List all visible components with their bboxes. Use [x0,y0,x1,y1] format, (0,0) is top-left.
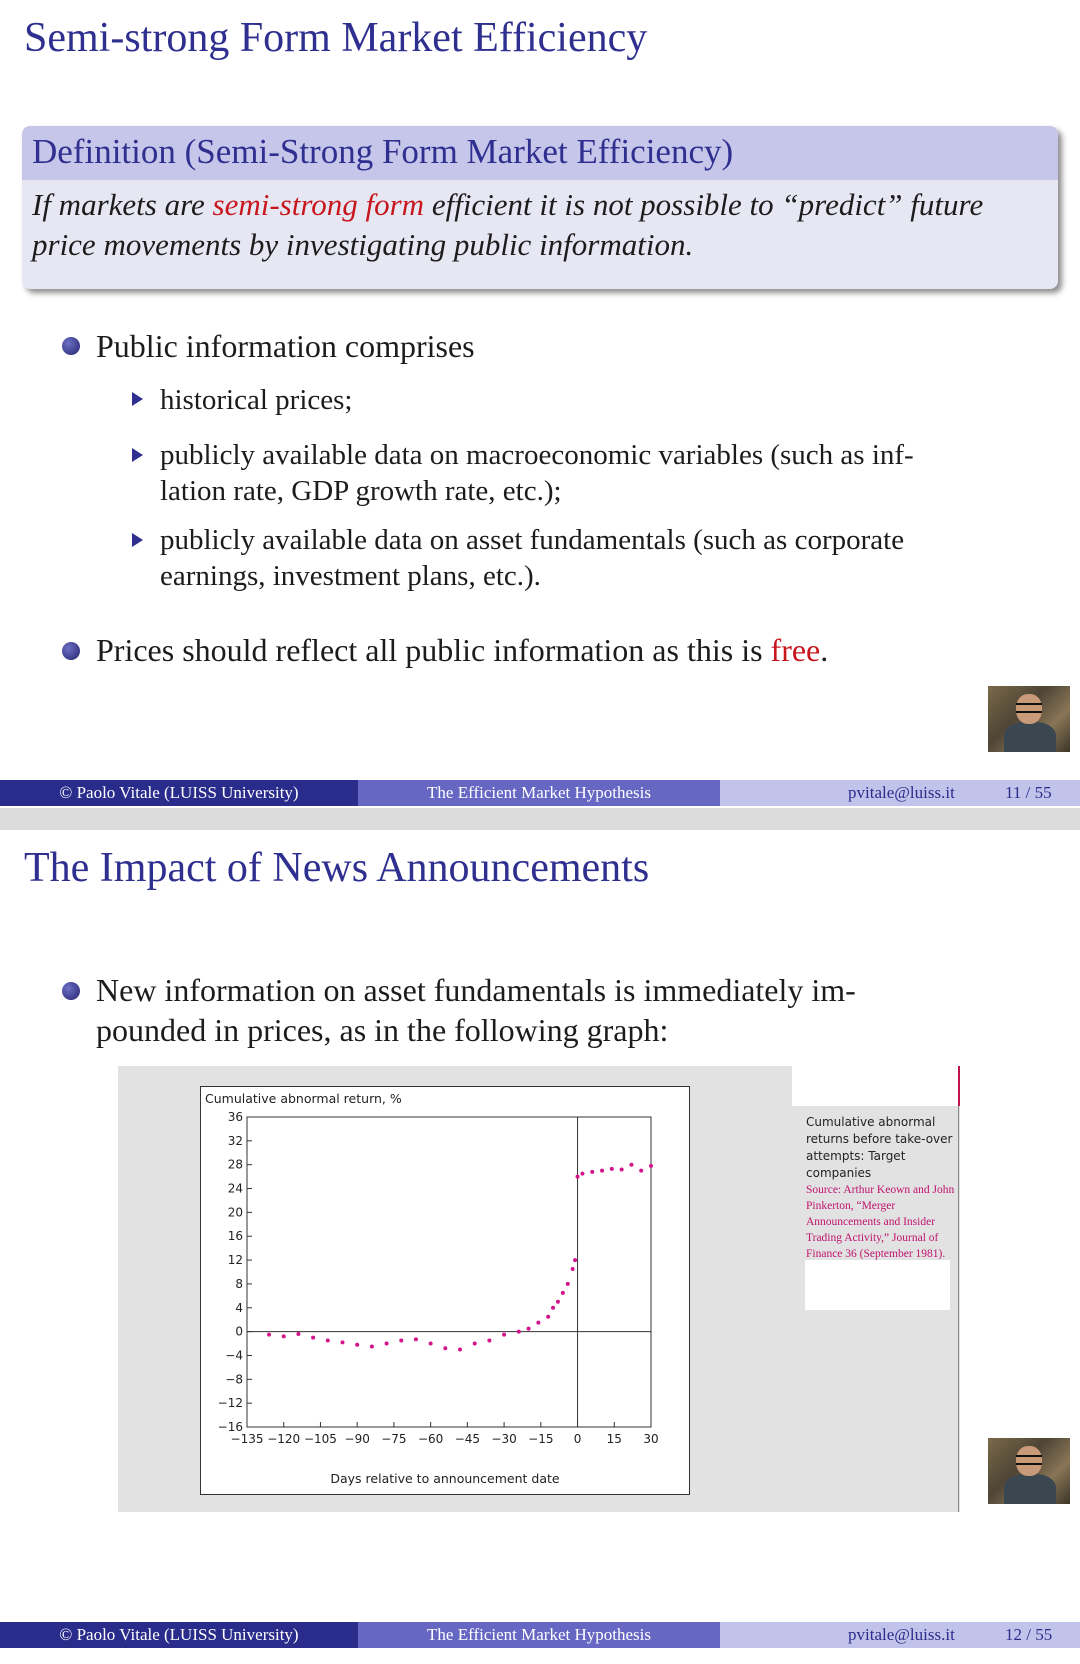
bullet-public-information: Public information comprises [96,328,475,364]
footer-page-number: 12 / 55 [1005,1625,1053,1644]
x-tick-label: −15 [528,1432,554,1446]
definition-highlight: semi-strong form [212,187,425,222]
data-point [590,1170,594,1174]
footer-info [720,1622,1080,1648]
definition-text-line2: price movements by investigating public information. [32,227,694,262]
x-tick-label: 15 [606,1432,622,1446]
data-point [340,1340,344,1344]
figure-blank-box [805,1260,950,1310]
x-tick-label: −120 [267,1432,301,1446]
figure-source: Source: Arthur Keown and John Pinkerton, “Merger Announcements and Insider Trading Activity,” Journal of Finance 36 (September 1981). [806,1184,955,1260]
sub-bullet-arrow-icon [132,448,143,462]
data-point [517,1330,521,1334]
definition-text-start: If markets are [32,187,213,222]
data-point [355,1343,359,1347]
sub-bullet-arrow-icon [132,533,143,547]
data-point [600,1169,604,1173]
bullet-prices-reflect [96,630,828,670]
y-tick-label: 36 [227,1110,243,1124]
data-point [580,1172,584,1176]
data-point [282,1334,286,1338]
data-point [639,1169,643,1173]
data-point [536,1321,540,1325]
bullet-line1: New information on asset fundamentals is immediately im- [96,972,856,1008]
y-tick-label: 12 [227,1253,243,1268]
data-point [326,1339,330,1343]
sub-bullet-macro-line1: publicly available data on macroeconomic variables (such as inf- [160,439,914,471]
data-point [527,1327,531,1331]
x-tick-label: −105 [303,1432,337,1446]
footer-email[interactable]: pvitale@luiss.it [848,783,955,802]
sub-bullet-fundamentals-line2: earnings, investment plans, etc.). [160,560,541,592]
bullet-free-highlight: free [770,632,821,668]
x-tick-label: −45 [454,1432,481,1446]
data-point [487,1339,491,1343]
page-title: The Impact of News Announcements [24,845,650,891]
data-point [429,1342,433,1346]
footer-author: © Paolo Vitale (LUISS University) [0,780,358,806]
data-point [620,1167,624,1171]
y-tick-label: 28 [227,1157,243,1172]
data-point [370,1345,374,1349]
data-point [502,1333,506,1337]
bullet-prices-period: . [820,632,829,668]
data-point [561,1291,565,1295]
x-tick-label: −135 [230,1432,264,1446]
x-tick-label: −30 [491,1432,517,1446]
slide-12 [0,830,1080,1664]
footer-page-number: 11 / 55 [1005,783,1052,802]
data-point [399,1339,403,1343]
footer [0,780,1080,806]
data-point [296,1332,300,1336]
y-tick-label: 8 [235,1276,243,1291]
footer [0,1622,1080,1648]
figure-divider [958,1106,959,1512]
bullet-new-information [96,970,856,1050]
data-point [267,1333,271,1337]
footer-author: © Paolo Vitale (LUISS University) [0,1622,358,1648]
figure-caption: Cumulative abnormal returns before take-over attempts: Target companies [806,1115,953,1180]
slide-separator [0,808,1080,830]
data-point [473,1342,477,1346]
sub-bullet-historical-prices: historical prices; [160,384,353,416]
bullet-prices-text: Prices should reflect all public information as this is [96,632,771,668]
footer-info [720,780,1080,806]
x-tick-label: −60 [417,1432,444,1446]
y-axis-label: Cumulative abnormal return, % [205,1091,402,1106]
data-point [458,1348,462,1352]
y-tick-label: 32 [227,1133,243,1148]
bullet-dot-icon [62,337,80,355]
presenter-avatar [988,1438,1070,1504]
data-point [385,1342,389,1346]
footer-topic: The Efficient Market Hypothesis [358,1622,720,1648]
data-point [551,1306,555,1310]
bullet-line2: pounded in prices, as in the following graph: [96,1012,669,1048]
data-point [443,1346,447,1350]
bullet-dot-icon [62,982,80,1000]
y-tick-label: 20 [227,1205,243,1220]
sub-bullet-arrow-icon [132,392,143,406]
data-point [610,1167,614,1171]
page-title: Semi-strong Form Market Efficiency [24,15,648,61]
y-tick-label: −16 [217,1420,243,1434]
y-tick-label: −12 [217,1396,243,1411]
y-tick-label: 24 [227,1181,243,1196]
definition-text [22,180,1058,270]
bullet-dot-icon [62,642,80,660]
data-point [649,1164,653,1168]
data-point [546,1315,550,1319]
data-point [566,1282,570,1286]
footer-email[interactable]: pvitale@luiss.it [848,1625,955,1644]
sub-bullet-fundamentals [160,522,904,594]
data-point [629,1163,633,1167]
sub-bullet-fundamentals-line1: publicly available data on asset fundamentals (such as corporate [160,524,905,556]
data-point [556,1300,560,1304]
data-point [414,1337,418,1341]
presenter-avatar [988,686,1070,752]
slide-11 [0,0,1080,808]
sub-bullet-macro-data [160,437,914,509]
data-point [573,1258,577,1262]
abnormal-return-chart [201,1087,689,1494]
figure-label-accent [958,1066,960,1106]
y-tick-label: −8 [225,1372,243,1387]
x-tick-label: −75 [381,1432,407,1446]
definition-text-end: efficient it is not possible to “predict” future [424,187,984,222]
x-axis-label: Days relative to announcement date [330,1471,560,1486]
data-point [576,1175,580,1179]
plot-frame [247,1117,651,1427]
chart-plot-area [218,1110,659,1446]
data-point [311,1336,315,1340]
chart-panel [200,1086,690,1495]
sub-bullet-macro-line2: lation rate, GDP growth rate, etc.); [160,475,562,507]
y-tick-label: −4 [225,1348,243,1363]
definition-heading: Definition (Semi-Strong Form Market Efficiency) [22,126,1058,180]
y-tick-label: 4 [235,1300,243,1315]
x-tick-label: 30 [643,1432,659,1446]
y-tick-label: 0 [235,1324,243,1339]
y-tick-label: 16 [227,1229,243,1244]
footer-topic: The Efficient Market Hypothesis [358,780,720,806]
x-tick-label: −90 [344,1432,370,1446]
figure-label-box [792,1066,960,1106]
definition-block [22,126,1058,289]
x-tick-label: 0 [573,1432,582,1446]
data-point [571,1267,575,1271]
